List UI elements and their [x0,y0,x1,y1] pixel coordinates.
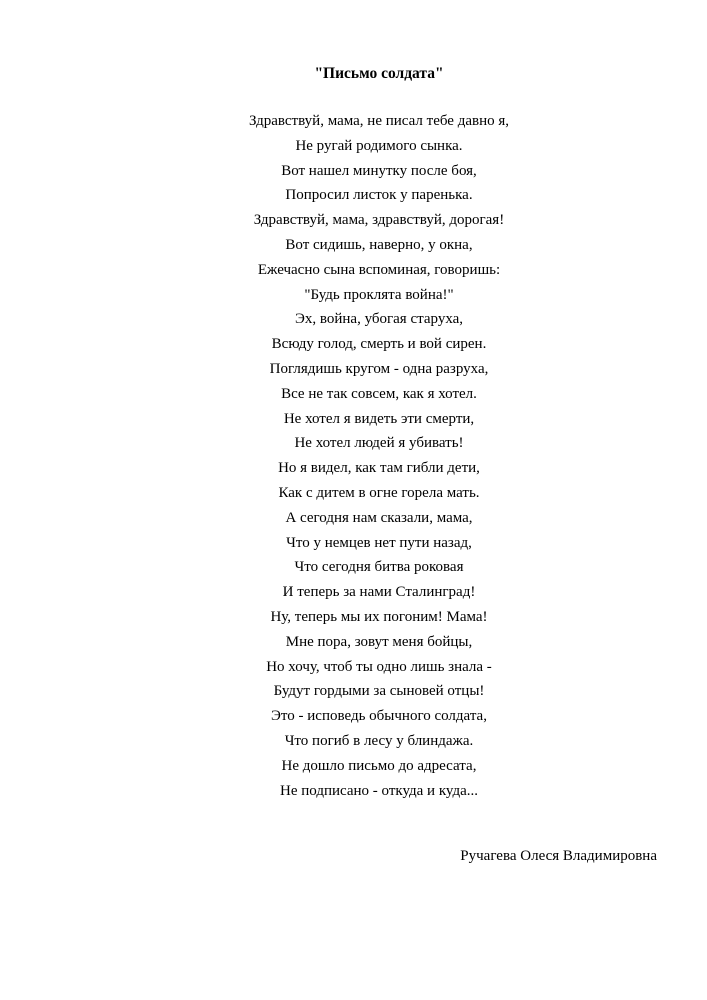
poem-title: "Письмо солдата" [314,65,444,82]
poem-line: Не хотел я видеть эти смерти, [283,410,475,427]
poem-line: Что погиб в лесу у блиндажа. [284,732,474,749]
poem-line: Здравствуй, мама, здравствуй, дорогая! [253,212,505,229]
poem-line: Но хочу, чтоб ты одно лишь знала - [266,658,492,675]
author-signature: Ручагева Олеся Владимировна [460,848,657,865]
poem-line: Не дошло письмо до адресата, [281,757,477,774]
poem-body [101,109,657,803]
poem-line: Это - исповедь обычного солдата, [271,708,487,725]
poem-line: Не хотел людей я убивать! [294,435,464,452]
poem-line: Вот сидишь, наверно, у окна, [285,236,473,253]
poem-line: Эх, война, убогая старуха, [294,311,464,328]
poem-line: Попросил листок у паренька. [285,187,473,204]
poem-line: Здравствуй, мама, не писал тебе давно я, [248,113,510,129]
poem-line: Вот нашел минутку после боя, [281,162,477,179]
poem-line: Что сегодня битва роковая [294,559,464,576]
poem-line: Не ругай родимого сынка. [295,137,463,154]
poem-line: И теперь за нами Сталинград! [282,584,476,601]
poem-line: Будут гордыми за сыновей отцы! [273,683,485,700]
poem-line: Что у немцев нет пути назад, [286,534,472,551]
poem-line: Ежечасно сына вспоминая, говоришь: [257,261,501,278]
poem-line: Как с дитем в огне горела мать. [278,484,480,501]
poem-line: Но я видел, как там гибли дети, [278,460,480,477]
poem-line: Мне пора, зовут меня бойцы, [285,633,473,650]
poem-line: Все не так совсем, как я хотел. [281,385,477,402]
poem-line: Не подписано - откуда и куда... [279,782,479,799]
poem-line: Всюду голод, смерть и вой сирен. [271,336,487,353]
poem-line: "Будь проклята война!" [304,286,454,303]
poem-line: Поглядишь кругом - одна разруха, [269,360,489,377]
poem-line: Ну, теперь мы их погоним! Мама! [270,608,488,625]
poem-line: А сегодня нам сказали, мама, [285,509,473,526]
